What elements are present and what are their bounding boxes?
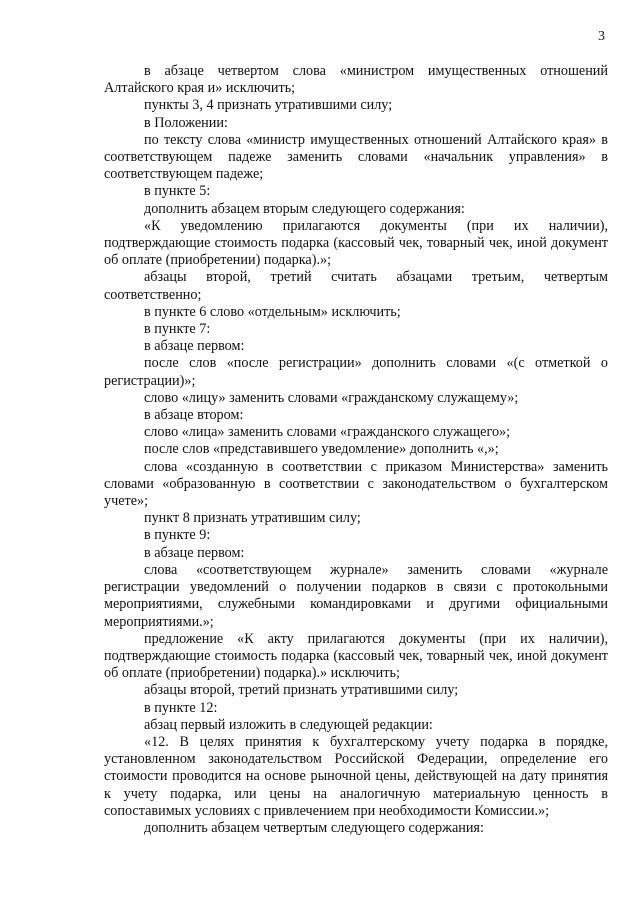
paragraph: слово «лица» заменить словами «гражданского служащего»; bbox=[144, 424, 511, 441]
paragraph: в абзаце первом: bbox=[144, 338, 245, 355]
paragraph: «К уведомлению прилагаются документы (при их наличии), подтверждающие стоимость подарка (кассовый чек, товарный чек, иной документ об оплате (приобретении) подарка).»; bbox=[104, 217, 608, 269]
paragraph: слово «лицу» заменить словами «гражданскому служащему»; bbox=[144, 389, 519, 406]
paragraph: в Положении: bbox=[144, 114, 228, 131]
paragraph: абзацы второй, третий признать утратившими силу; bbox=[144, 682, 459, 699]
paragraph: предложение «К акту прилагаются документы (при их наличии), подтверждающие стоимость подарка (кассовый чек, товарный чек, иной документ об оплате (приобретении) подарка).» исключить; bbox=[104, 630, 608, 682]
page-number: 3 bbox=[598, 29, 605, 44]
paragraph: в абзаце первом: bbox=[144, 544, 245, 561]
paragraph: в пункте 7: bbox=[144, 321, 211, 338]
paragraph: в абзаце втором: bbox=[144, 407, 244, 424]
paragraph: в пункте 9: bbox=[144, 527, 211, 544]
paragraph: абзацы второй, третий считать абзацами третьим, четвертым соответственно; bbox=[104, 269, 608, 303]
paragraph: после слов «после регистрации» дополнить словами «(с отметкой о регистрации)»; bbox=[104, 355, 608, 389]
paragraph: в пункте 6 слово «отдельным» исключить; bbox=[144, 303, 401, 320]
paragraph: в пункте 12: bbox=[144, 699, 218, 716]
paragraph: абзац первый изложить в следующей редакции: bbox=[144, 716, 433, 733]
paragraph: в абзаце четвертом слова «министром имущественных отношений Алтайского края и» исключить; bbox=[104, 63, 608, 97]
paragraph: дополнить абзацем вторым следующего содержания: bbox=[144, 200, 465, 217]
paragraph: «12. В целях принятия к бухгалтерскому учету подарка в порядке, установленном законодательством Российской Федерации, определение его стоимости проводится на основе рыночной цены, действующей на дату принятия к учету подарка, или цены на аналогичную материальную ценность в сопоставимых условиях с привлечением при необходимости Комиссии.»; bbox=[104, 733, 608, 819]
document-body bbox=[104, 63, 608, 837]
paragraph: слова «созданную в соответствии с приказом Министерства» заменить словами «образованную в соответствии с законодательством о бухгалтерском учете»; bbox=[104, 458, 608, 510]
paragraph: в пункте 5: bbox=[144, 183, 211, 200]
paragraph: пункты 3, 4 признать утратившими силу; bbox=[144, 97, 393, 114]
paragraph: дополнить абзацем четвертым следующего содержания: bbox=[144, 819, 484, 836]
paragraph: по тексту слова «министр имущественных отношений Алтайского края» в соответствующем падеже заменить словами «начальник управления» в соответствующем падеже; bbox=[104, 131, 608, 183]
paragraph: пункт 8 признать утратившим силу; bbox=[144, 510, 361, 527]
paragraph: после слов «представившего уведомление» дополнить «,»; bbox=[144, 441, 499, 458]
paragraph: слова «соответствующем журнале» заменить словами «журнале регистрации уведомлений о получении подарков в связи с протокольными мероприятиями, служебными командировками и другими официальными мероприятиями.»; bbox=[104, 561, 608, 630]
